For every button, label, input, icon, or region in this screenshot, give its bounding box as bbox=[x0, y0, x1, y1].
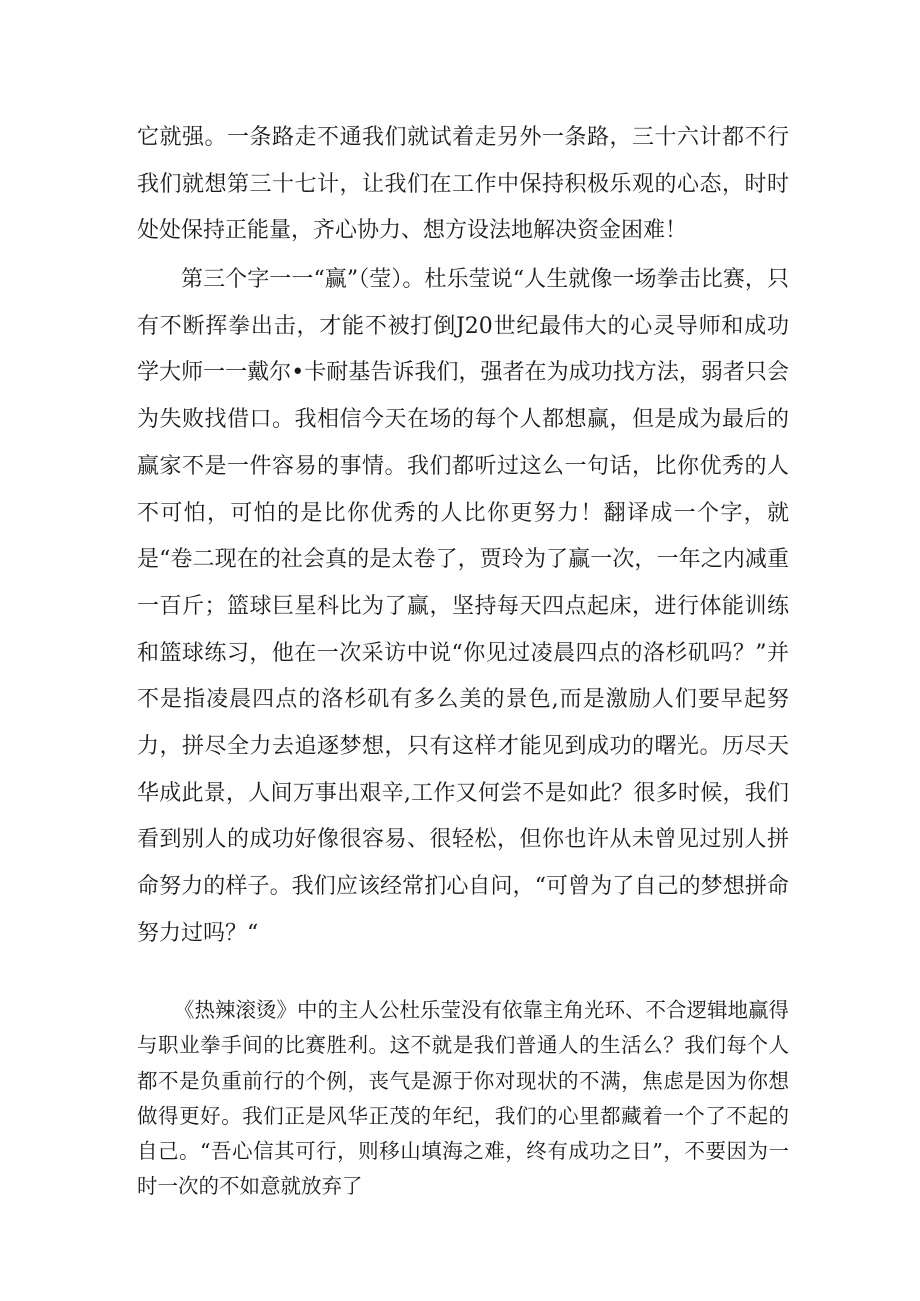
paragraph-win: 第三个字一一“赢”（莹）。杜乐莹说“人生就像一场拳击比赛，只有不断挥拳出击，才能不被打倒J20世纪最伟大的心灵导师和成功学大师一一戴尔•卡耐基告诉我们，强者在为成功找方法，弱者只会为失败找借口。我相信今天在场的每个人都想赢，但是成为最后的赢家不是一件容易的事情。我们都听过这么一句话，比你优秀的人不可怕，可怕的是比你优秀的人比你更努力！翻译成一个字，就是“卷二现在的社会真的是太卷了，贾玲为了赢一次，一年之内减重一百斤；篮球巨星科比为了赢，坚持每天四点起床，进行体能训练和篮球练习，他在一次采访中说“你见过凌晨四点的洛杉矶吗？”并不是指凌晨四点的洛杉矶有多么美的景色,而是激励人们要早起努力，拼尽全力去追逐梦想，只有这样才能见到成功的曙光。历尽天华成此景，人间万事出艰辛,工作又何尝不是如此？很多时候，我们看到别人的成功好像很容易、很轻松，但你也许从未曾见过别人拼命努力的样子。我们应该经常扪心自问，“可曾为了自己的梦想拼命努力过吗？“ bbox=[137, 267, 789, 946]
paragraph-continuation: 它就强。一条路走不通我们就试着走另外一条路，三十六计都不行我们就想第三十七计，让我们在工作中保持积极乐观的心态，时时处处保持正能量，齐心协力、想方设法地解决资金困难！ bbox=[137, 125, 789, 244]
paragraph-hot-and-spicy: 《热辣滚烫》中的主人公杜乐莹没有依靠主角光环、不合逻辑地赢得与职业拳手间的比赛胜利。这不就是我们普通人的生活么？我们每个人都不是负重前行的个例，丧气是源于你对现状的不满，焦虑是因为你想做得更好。我们正是风华正茂的年纪，我们的心里都藏着一个了不起的自己。“吾心信其可行，则移山填海之难，终有成功之日”，不要因为一时一次的不如意就放弃了 bbox=[137, 998, 789, 1199]
